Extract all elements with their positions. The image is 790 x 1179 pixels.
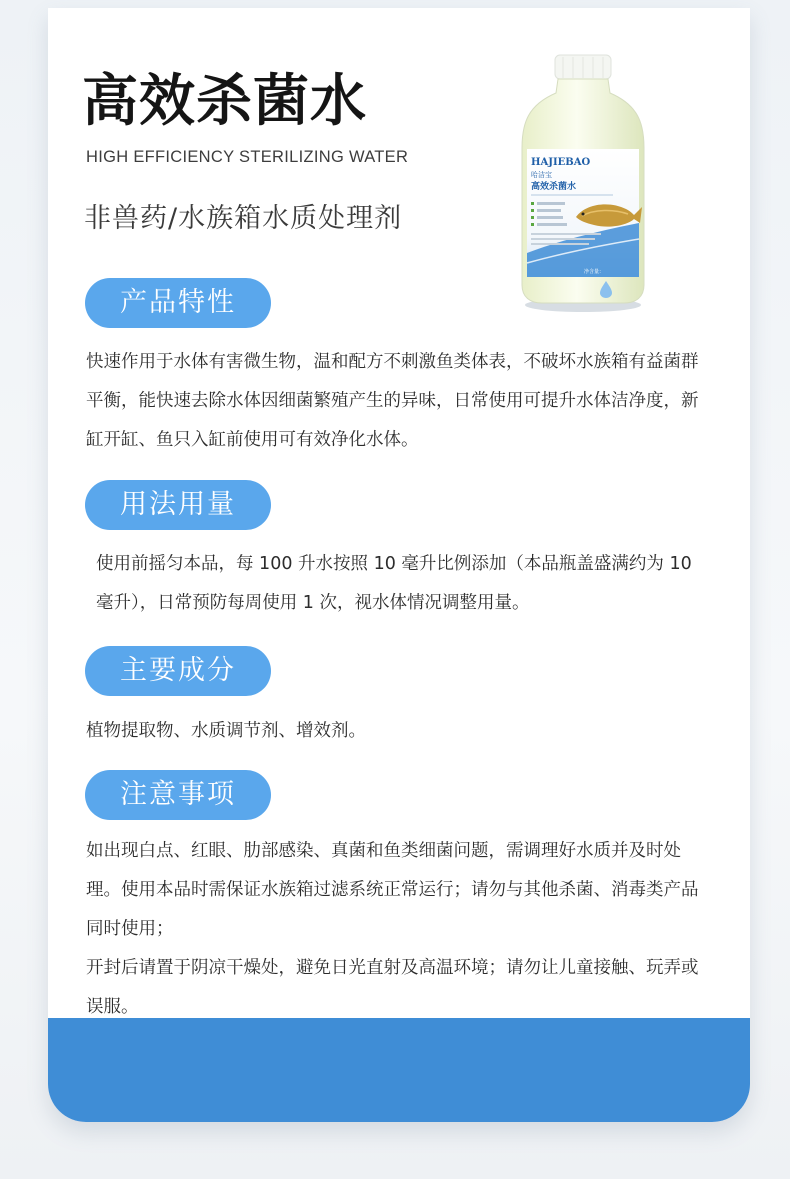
section-heading-cautions: 注意事项 — [85, 770, 271, 820]
product-bottle-image — [518, 53, 648, 315]
usage-text: 使用前摇匀本品，每 100 升水按照 10 毫升比例添加（本品瓶盖盛满约为 10 毫升），日常预防每周使用 1 次，视水体情况调整用量。 — [96, 554, 692, 613]
product-card — [48, 8, 750, 1122]
features-text: 快速作用于水体有害微生物，温和配方不刺激鱼类体表，不破坏水族箱有益菌群平衡，能快速去除水体因细菌繁殖产生的异味，日常使用可提升水体洁净度，新缸开缸、鱼只入缸前使用可有效净化水体。 — [86, 352, 699, 450]
bottle-brand: HAJIEBAO — [531, 157, 591, 168]
caution-line: 如出现白点、红眼、肋部感染、真菌和鱼类细菌问题，需调理好水质并及时处理。使用本品时需保证水族箱过滤系统正常运行；请勿与其他杀菌、消毒类产品同时使用； — [86, 841, 699, 939]
cautions-text — [86, 832, 706, 1027]
ingredients-text: 植物提取物、水质调节剂、增效剂。 — [86, 721, 366, 741]
section-heading-usage: 用法用量 — [85, 480, 271, 530]
footer-band — [48, 1018, 750, 1122]
page-title: 高效杀菌水 — [82, 69, 367, 134]
section-heading-features: 产品特性 — [85, 278, 271, 328]
caution-line: 开封后请置于阴凉干燥处，避免日光直射及高温环境；请勿让儿童接触、玩弄或误服。 — [86, 958, 699, 1017]
bottle-net-content: 净含量： — [584, 269, 605, 275]
bottle-product-name: 高效杀菌水 — [531, 182, 577, 192]
chinese-subtitle: 非兽药/水族箱水质处理剂 — [84, 203, 403, 234]
bottle-brand-cn: 哈洁宝 — [531, 171, 552, 179]
english-subtitle: HIGH EFFICIENCY STERILIZING WATER — [86, 148, 409, 166]
section-heading-ingredients: 主要成分 — [85, 646, 271, 696]
